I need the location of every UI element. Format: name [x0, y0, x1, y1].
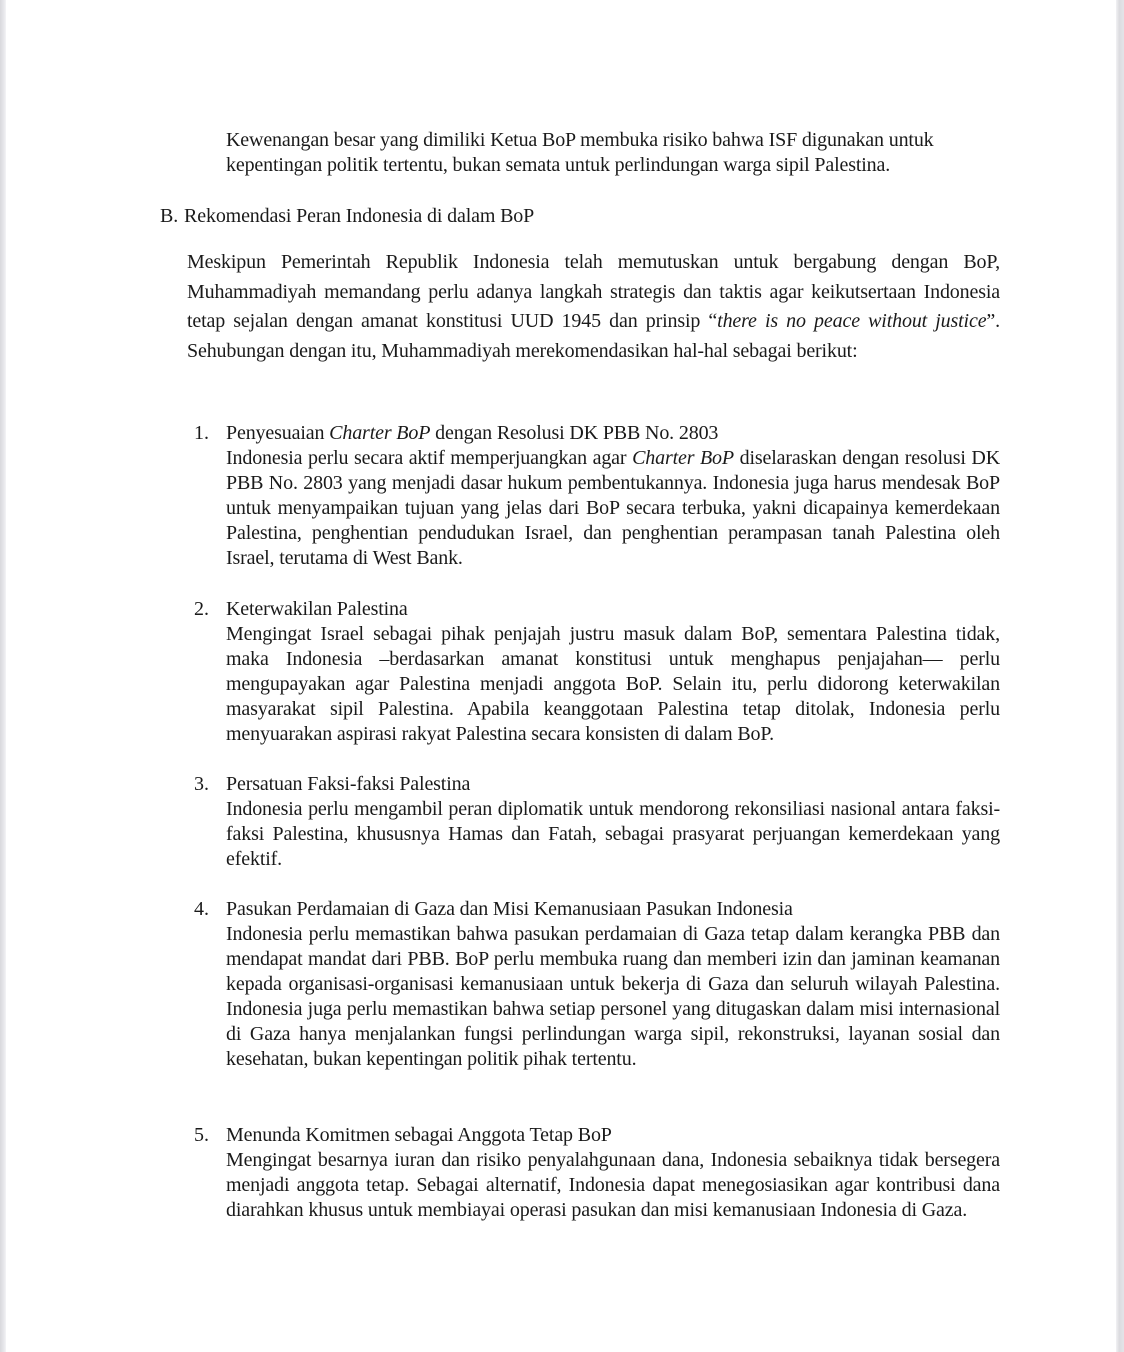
recommendation-title-pre: Penyesuaian — [226, 422, 330, 444]
recommendation-title: Menunda Komitmen sebagai Anggota Tetap BoP — [226, 1124, 612, 1146]
recommendation-body: Mengingat Israel sebagai pihak penjajah justru masuk dalam BoP, sementara Palestina tidak, maka Indonesia –berdasarkan amanat konstitusi untuk menghapus penjajahan— perlu mengupayakan agar Palestina menjadi anggota BoP. Selain itu, perlu didorong keterwakilan masyarakat sipil Palestina. Apabila keanggotaan Palestina tetap ditolak, Indonesia perlu menyuarakan aspirasi rakyat Palestina secara konsisten di dalam BoP. — [226, 623, 1000, 745]
lead-paragraph — [187, 248, 1000, 366]
recommendation-item-2 — [194, 597, 1000, 747]
recommendation-title-post: dengan Resolusi DK PBB No. 2803 — [430, 422, 719, 444]
recommendation-body-pre: Indonesia perlu secara aktif memperjuangkan agar — [226, 447, 633, 469]
recommendation-body — [226, 446, 1000, 571]
recommendation-title: Pasukan Perdamaian di Gaza dan Misi Kemanusiaan Pasukan Indonesia — [226, 898, 793, 920]
recommendation-title-italic: Charter BoP — [329, 422, 431, 444]
intro-continuation-paragraph — [226, 128, 1000, 178]
document-page — [6, 0, 1116, 1352]
recommendation-item-1 — [194, 421, 1000, 571]
recommendation-body: Indonesia perlu mengambil peran diplomatik untuk mendorong rekonsiliasi nasional antara faksi-faksi Palestina, khususnya Hamas dan Fatah, sebagai prasyarat perjuangan kemerdekaan yang efektif. — [226, 798, 1000, 870]
recommendation-number: 3. — [194, 773, 209, 795]
recommendation-body-post: diselaraskan dengan resolusi DK PBB No. 2803 yang menjadi dasar hukum pembentukannya. Indonesia juga harus mendesak BoP untuk menyampaikan tujuan yang jelas dari BoP secara terbuka, yakni dicapainya kemerdekaan Palestina, penghentian pendudukan Israel, dan penghentian perampasan tanah Palestina oleh Israel, terutama di West Bank. — [226, 447, 1001, 569]
section-heading — [160, 204, 534, 229]
recommendation-number: 1. — [194, 422, 209, 444]
recommendation-number: 2. — [194, 598, 209, 620]
recommendation-number: 4. — [194, 898, 209, 920]
recommendation-title: Persatuan Faksi-faksi Palestina — [226, 773, 471, 795]
lead-text-part2: ”. Sehubungan dengan itu, Muhammadiyah merekomendasikan hal-hal sebagai berikut: — [187, 310, 1000, 362]
recommendation-title: Keterwakilan Palestina — [226, 598, 408, 620]
recommendation-body: Indonesia perlu memastikan bahwa pasukan perdamaian di Gaza tetap dalam kerangka PBB dan mendapat mandat dari PBB. BoP perlu membuka ruang dan memberi izin dan jaminan keamanan kepada organisasi-organisasi kemanusiaan untuk bekerja di Gaza dan seluruh wilayah Palestina. Indonesia juga perlu memastikan bahwa setiap personel yang ditugaskan dalam misi internasional di Gaza hanya menjalankan fungsi perlindungan warga sipil, rekonstruksi, layanan sosial dan kesehatan, bukan kepentingan politik pihak tertentu. — [226, 923, 1000, 1070]
recommendation-body-italic: Charter BoP — [632, 447, 734, 469]
recommendation-body: Mengingat besarnya iuran dan risiko penyalahgunaan dana, Indonesia sebaiknya tidak bersegera menjadi anggota tetap. Sebagai alternatif, Indonesia dapat menegosiasikan agar kontribusi dana diarahkan khusus untuk membiayai operasi pasukan dan misi kemanusiaan Indonesia di Gaza. — [226, 1149, 1000, 1221]
recommendation-title — [226, 421, 1000, 446]
lead-text-italic-quote: there is no peace without justice — [717, 310, 987, 332]
recommendation-item-3 — [194, 772, 1000, 872]
section-title: Rekomendasi Peran Indonesia di dalam BoP — [184, 205, 535, 227]
recommendation-number: 5. — [194, 1124, 209, 1146]
page-right-edge — [1116, 0, 1124, 1352]
recommendation-item-5 — [194, 1123, 1000, 1223]
section-letter: B. — [160, 205, 179, 227]
lead-text-part1: Meskipun Pemerintah Republik Indonesia telah memutuskan untuk bergabung dengan BoP, Muhammadiyah memandang perlu adanya langkah strategis dan taktis agar keikutsertaan Indonesia tetap sejalan dengan amanat konstitusi UUD 1945 dan prinsip “ — [187, 251, 1000, 332]
recommendation-item-4 — [194, 897, 1000, 1072]
intro-continuation-text: Kewenangan besar yang dimiliki Ketua BoP membuka risiko bahwa ISF digunakan untuk kepentingan politik tertentu, bukan semata untuk perlindungan warga sipil Palestina. — [226, 129, 934, 176]
